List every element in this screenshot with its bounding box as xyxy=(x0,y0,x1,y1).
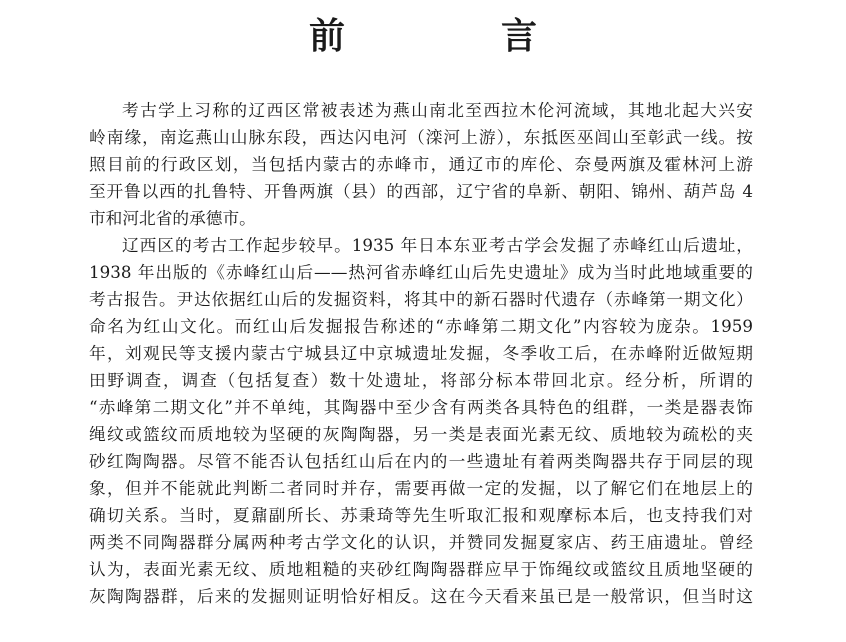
paragraph-line: 灰陶陶器群，后来的发掘则证明恰好相反。这在今天看来虽已是一般常识，但当时这 xyxy=(89,586,753,606)
page-title: 前 言 xyxy=(308,16,597,57)
paragraph-line: 照目前的行政区划，当包括内蒙古的赤峰市，通辽市的库伦、奈曼两旗及霍林河上游 xyxy=(89,154,753,174)
paragraph-line: 岭南缘，南迄燕山山脉东段，西达闪电河（滦河上游），东抵医巫闾山至彰武一线。按 xyxy=(89,127,753,147)
paragraph-line: 认为，表面光素无纹、质地粗糙的夹砂红陶陶器群应早于饰绳纹或篮纹且质地坚硬的 xyxy=(89,559,753,579)
paragraph-line: 象，但并不能就此判断二者同时并存，需要再做一定的发掘，以了解它们在地层上的 xyxy=(89,478,753,498)
paragraph-2 xyxy=(89,232,753,610)
paragraph-line: 1938 年出版的《赤峰红山后——热河省赤峰红山后先史遗址》成为当时此地域重要的 xyxy=(89,262,753,282)
paragraph-line: 市和河北省的承德市。 xyxy=(89,208,256,228)
paragraph-line: 绳纹或篮纹而质地较为坚硬的灰陶陶器，另一类是表面光素无纹、质地较为疏松的夹 xyxy=(89,424,753,444)
paragraph-line: 命名为红山文化。而红山后发掘报告称述的“赤峰第二期文化”内容较为庞杂。1959 xyxy=(89,316,753,336)
paragraph-line: 年，刘观民等支援内蒙古宁城县辽中京城遗址发掘，冬季收工后，在赤峰附近做短期 xyxy=(89,343,753,363)
paragraph-line: 田野调查，调查（包括复查）数十处遗址，将部分标本带回北京。经分析，所谓的 xyxy=(89,370,753,390)
paragraph-line: “赤峰第二期文化”并不单纯，其陶器中至少含有两类各具特色的组群，一类是器表饰 xyxy=(89,397,753,417)
paragraph-line: 至开鲁以西的扎鲁特、开鲁两旗（县）的西部，辽宁省的阜新、朝阳、锦州、葫芦岛 4 xyxy=(89,181,753,201)
document-body xyxy=(89,97,753,610)
paragraph-line: 砂红陶陶器。尽管不能否认包括红山后在内的一些遗址有着两类陶器共存于同层的现 xyxy=(89,451,753,471)
paragraph-line: 考古报告。尹达依据红山后的发掘资料，将其中的新石器时代遗存（赤峰第一期文化） xyxy=(89,289,753,309)
paragraph-line: 两类不同陶器群分属两种考古学文化的认识，并赞同发掘夏家店、药王庙遗址。曾经 xyxy=(89,532,753,552)
paragraph-line: 确切关系。当时，夏鼐副所长、苏秉琦等先生听取汇报和观摩标本后，也支持我们对 xyxy=(89,505,753,525)
paragraph-line: 考古学上习称的辽西区常被表述为燕山南北至西拉木伦河流域，其地北起大兴安 xyxy=(122,100,753,120)
paragraph-1 xyxy=(89,97,753,232)
paragraph-line: 辽西区的考古工作起步较早。1935 年日本东亚考古学会发掘了赤峰红山后遗址， xyxy=(122,235,753,255)
